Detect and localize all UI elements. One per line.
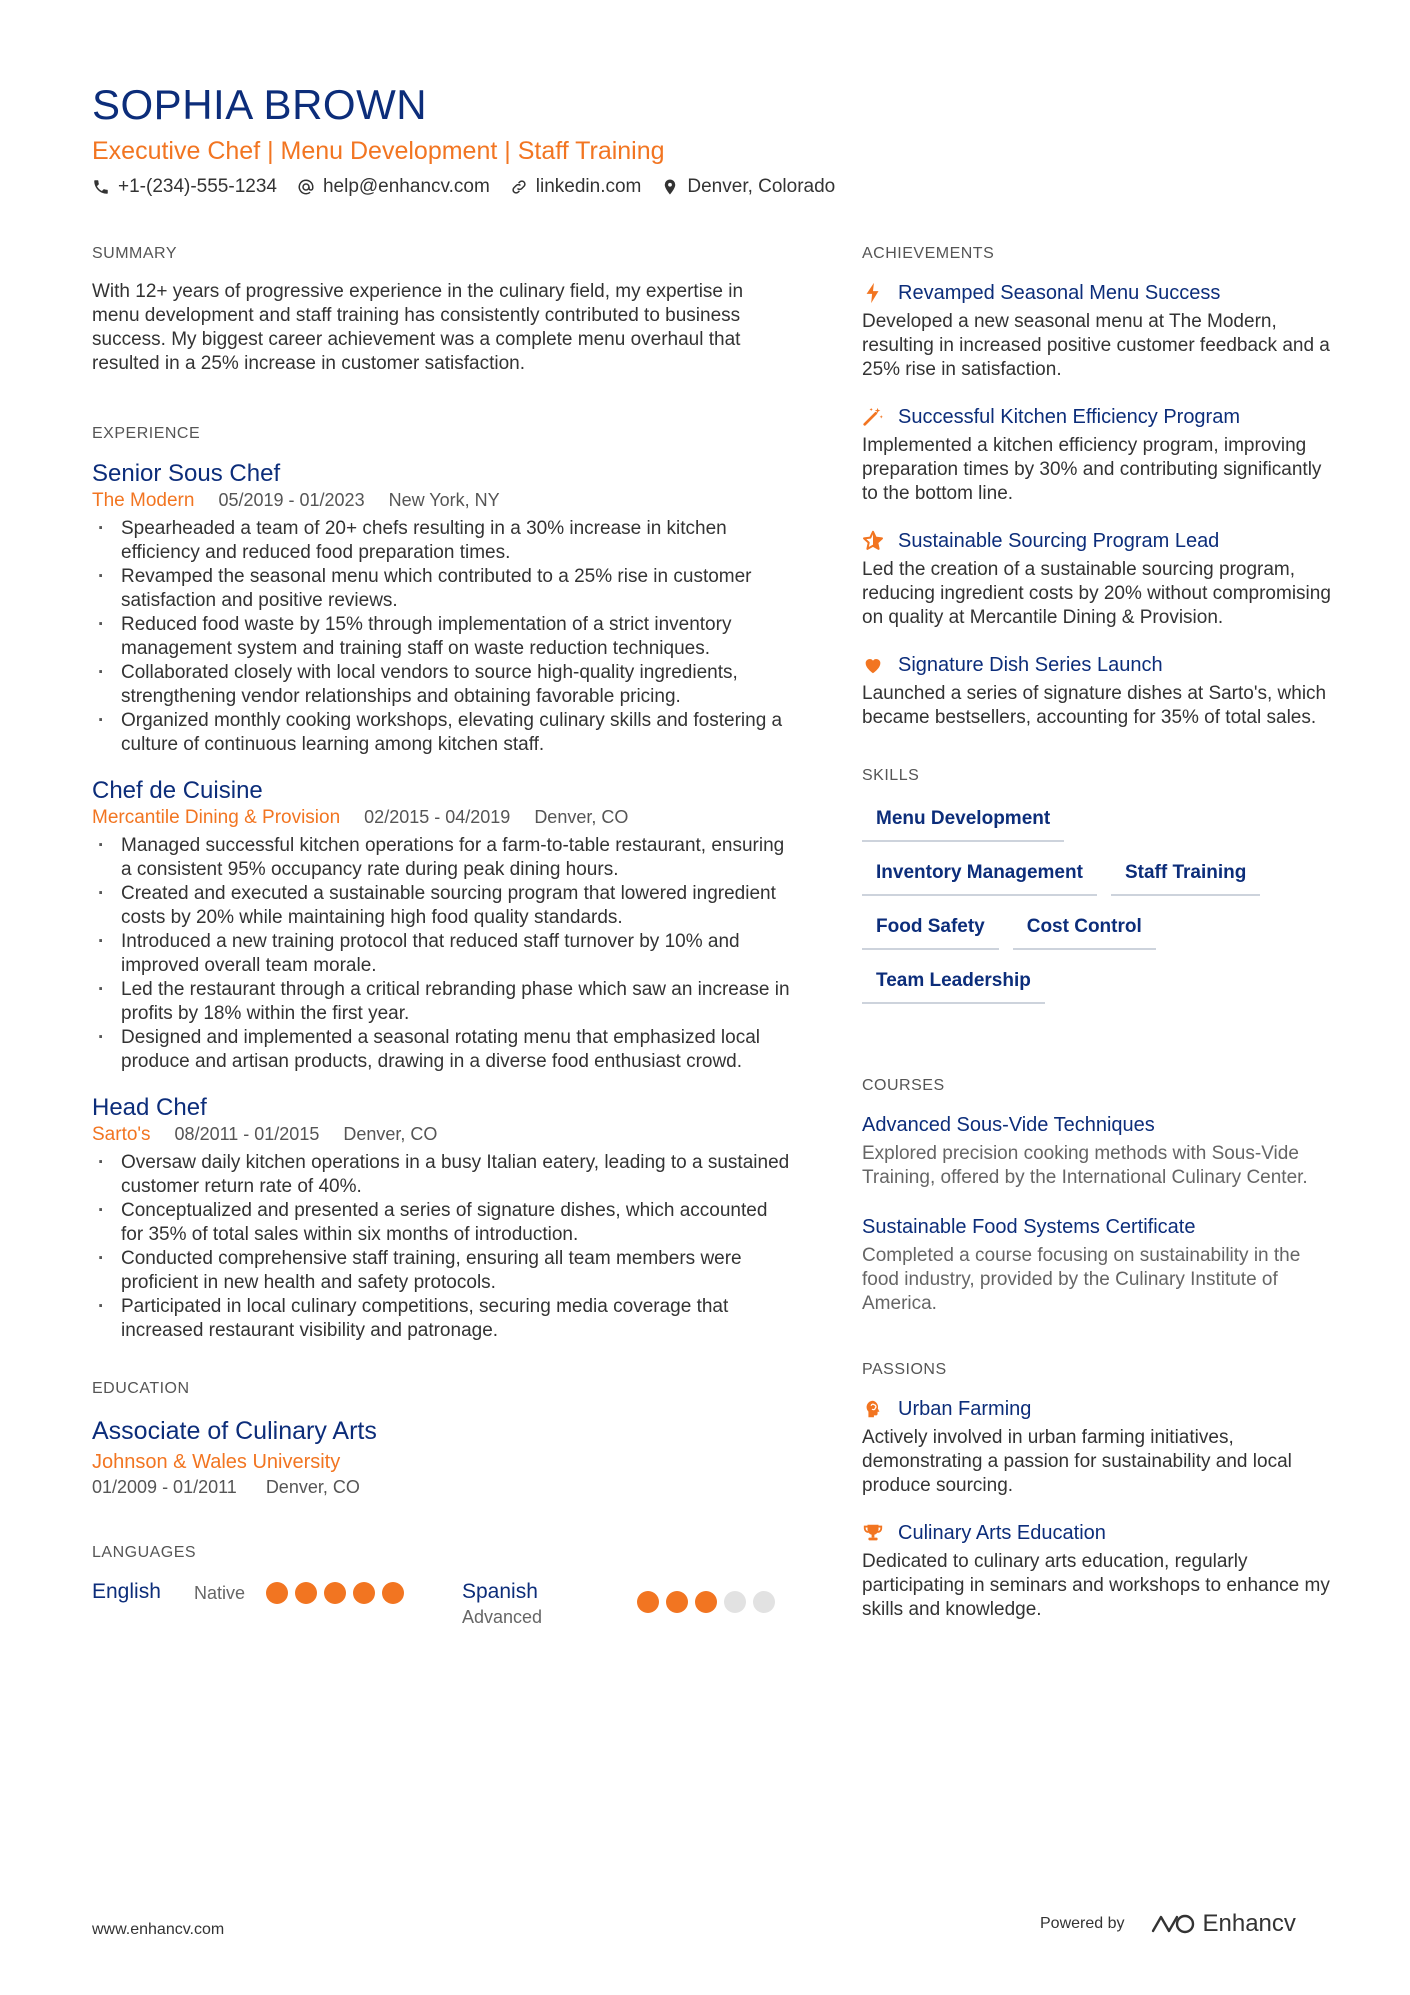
magic-wand-icon xyxy=(862,406,884,428)
job-company: Sarto's xyxy=(92,1124,151,1145)
job-bullet: · Created and executed a sustainable sourcing program that lowered ingredient costs by 20% while maintaining high food quality standards. xyxy=(92,882,792,930)
course-text: Completed a course focusing on sustainability in the food industry, provided by the Culinary Institute of America. xyxy=(862,1245,1301,1314)
footer-brand-area[interactable] xyxy=(1040,1910,1296,1938)
enhancv-logo-icon xyxy=(1149,1911,1197,1937)
right-column xyxy=(862,244,1338,1670)
achievement-item xyxy=(862,404,1338,506)
edu-dates: 01/2009 - 01/2011 xyxy=(92,1477,237,1497)
experience-section xyxy=(92,424,792,1343)
achievement-title: Revamped Seasonal Menu Success xyxy=(898,282,1221,304)
language-item xyxy=(92,1579,462,1605)
courses-section xyxy=(862,1076,1338,1316)
at-icon xyxy=(297,178,315,196)
job-meta xyxy=(92,1122,792,1147)
lightning-icon xyxy=(862,282,884,304)
section-title: ACHIEVEMENTS xyxy=(862,245,995,262)
job-location: Denver, CO xyxy=(343,1124,438,1144)
job-location: Denver, CO xyxy=(534,807,629,827)
rating-dot xyxy=(724,1591,746,1613)
achievement-text: Implemented a kitchen efficiency program, improving preparation times by 30% and contributing significantly to the bottom line. xyxy=(862,435,1322,504)
job-bullets xyxy=(92,834,792,1074)
skill-row xyxy=(862,856,1338,910)
contact-email[interactable] xyxy=(297,174,490,200)
skill-row xyxy=(862,802,1338,856)
achievement-title: Successful Kitchen Efficiency Program xyxy=(898,406,1241,428)
contact-phone[interactable] xyxy=(92,174,277,200)
job-bullet: · Participated in local culinary competitions, securing media coverage that increased restaurant visibility and patronage. xyxy=(92,1295,792,1343)
contact-linkedin-text: linkedin.com xyxy=(535,176,642,197)
job-entry xyxy=(92,777,792,1074)
achievement-text: Developed a new seasonal menu at The Modern, resulting in increased positive customer feedback and a 25% rise in satisfaction. xyxy=(862,311,1330,380)
skill-row xyxy=(862,964,1338,1018)
skills-section xyxy=(862,766,1338,1018)
achievement-item xyxy=(862,652,1338,730)
heart-icon xyxy=(862,654,884,676)
contact-linkedin[interactable] xyxy=(510,174,642,200)
passion-title: Culinary Arts Education xyxy=(898,1522,1106,1544)
achievements-section xyxy=(862,244,1338,730)
job-bullet: · Introduced a new training protocol that reduced staff turnover by 10% and improved overall team morale. xyxy=(92,930,792,978)
contact-location xyxy=(661,174,835,200)
section-title: COURSES xyxy=(862,1077,945,1094)
passion-title: Urban Farming xyxy=(898,1398,1032,1420)
powered-by-label: Powered by xyxy=(1040,1915,1125,1932)
rating-dot xyxy=(324,1582,346,1604)
phone-icon xyxy=(92,178,110,196)
skill-tag: Team Leadership xyxy=(862,964,1045,1004)
language-level: Native xyxy=(194,1583,246,1603)
language-name: Spanish xyxy=(462,1580,538,1603)
edu-school: Johnson & Wales University xyxy=(92,1451,341,1473)
course-item xyxy=(862,1214,1338,1316)
job-title: Chef de Cuisine xyxy=(92,777,263,804)
job-bullet: · Spearheaded a team of 20+ chefs resulting in a 30% increase in kitchen efficiency and reduced food preparation times. xyxy=(92,517,792,565)
achievement-head xyxy=(862,280,1338,306)
passion-text: Actively involved in urban farming initiatives, demonstrating a passion for sustainability and local produce sourcing. xyxy=(862,1427,1292,1496)
star-icon xyxy=(862,530,884,552)
contact-email-text: help@enhancv.com xyxy=(322,176,490,197)
job-bullet: · Organized monthly cooking workshops, elevating culinary skills and fostering a culture of continuous learning among kitchen staff. xyxy=(92,709,792,757)
skill-tag: Inventory Management xyxy=(862,856,1097,896)
achievement-text: Launched a series of signature dishes at Sarto's, which became bestsellers, accounting for 35% of total sales. xyxy=(862,683,1327,728)
language-list xyxy=(92,1579,792,1629)
language-rating xyxy=(637,1591,782,1613)
education-section xyxy=(92,1379,792,1499)
section-title: EXPERIENCE xyxy=(92,425,201,442)
job-title: Senior Sous Chef xyxy=(92,460,281,487)
section-title: PASSIONS xyxy=(862,1361,947,1378)
job-dates: 05/2019 - 01/2023 xyxy=(218,490,365,510)
job-bullets xyxy=(92,1151,792,1343)
skill-tag: Cost Control xyxy=(1013,910,1156,950)
language-label-group xyxy=(462,1579,637,1629)
job-meta xyxy=(92,488,792,513)
job-entry xyxy=(92,460,792,757)
job-bullet: · Conducted comprehensive staff training, ensuring all team members were proficient in new health and safety protocols. xyxy=(92,1247,792,1295)
summary-section xyxy=(92,244,792,376)
summary-text: With 12+ years of progressive experience in the culinary field, my expertise in menu development and staff training has consistently contributed to business success. My biggest career achievement was a complete menu overhaul that resulted in a 25% increase in customer satisfaction. xyxy=(92,281,744,374)
job-bullet: · Conceptualized and presented a series of signature dishes, which accounted for 35% of total sales within six months of introduction. xyxy=(92,1199,792,1247)
achievement-text: Led the creation of a sustainable sourcing program, reducing ingredient costs by 20% without compromising on quality at Mercantile Dining & Provision. xyxy=(862,559,1331,628)
section-title: SKILLS xyxy=(862,767,920,784)
job-bullet: · Oversaw daily kitchen operations in a busy Italian eatery, leading to a sustained customer return rate of 40%. xyxy=(92,1151,792,1199)
achievement-title: Signature Dish Series Launch xyxy=(898,654,1163,676)
course-text: Explored precision cooking methods with Sous-Vide Training, offered by the International Culinary Center. xyxy=(862,1143,1308,1188)
footer-website[interactable]: www.enhancv.com xyxy=(92,1921,225,1938)
link-icon xyxy=(510,178,528,196)
contact-location-text: Denver, Colorado xyxy=(687,176,836,197)
passion-head xyxy=(862,1396,1338,1422)
enhancv-logo-text: Enhancv xyxy=(1202,1910,1296,1937)
passion-head xyxy=(862,1520,1338,1546)
rating-dot xyxy=(666,1591,688,1613)
language-name: English xyxy=(92,1580,161,1603)
languages-section xyxy=(92,1543,792,1629)
job-bullet: · Designed and implemented a seasonal rotating menu that emphasized local produce and artisan products, drawing in a diverse food enthusiast crowd. xyxy=(92,1026,792,1074)
rating-dot xyxy=(353,1582,375,1604)
job-bullet: · Collaborated closely with local vendors to source high-quality ingredients, strengthening vendor relationships and obtaining favorable pricing. xyxy=(92,661,792,709)
rating-dot xyxy=(695,1591,717,1613)
job-bullets xyxy=(92,517,792,757)
job-location: New York, NY xyxy=(388,490,500,510)
candidate-name: SOPHIA BROWN xyxy=(92,81,428,128)
course-title: Sustainable Food Systems Certificate xyxy=(862,1216,1196,1238)
language-level: Advanced xyxy=(462,1607,543,1627)
achievement-head xyxy=(862,652,1338,678)
job-bullet: · Led the restaurant through a critical rebranding phase which saw an increase in profits by 18% within the first year. xyxy=(92,978,792,1026)
job-company: Mercantile Dining & Provision xyxy=(92,807,341,828)
location-pin-icon xyxy=(661,178,679,196)
achievement-title: Sustainable Sourcing Program Lead xyxy=(898,530,1220,552)
rating-dot xyxy=(295,1582,317,1604)
job-bullet: · Reduced food waste by 15% through implementation of a strict inventory management system and training staff on waste reduction techniques. xyxy=(92,613,792,661)
job-dates: 08/2011 - 01/2015 xyxy=(174,1124,320,1144)
edu-meta xyxy=(92,1475,792,1499)
achievement-item xyxy=(862,280,1338,382)
course-item xyxy=(862,1112,1338,1190)
edu-location: Denver, CO xyxy=(265,1477,360,1497)
passion-item xyxy=(862,1396,1338,1498)
left-column xyxy=(92,244,792,1677)
contact-phone-text: +1-(234)-555-1234 xyxy=(118,176,277,197)
contact-bar xyxy=(92,174,855,200)
section-title: EDUCATION xyxy=(92,1380,190,1397)
skill-tag: Food Safety xyxy=(862,910,999,950)
achievement-item xyxy=(862,528,1338,630)
language-item xyxy=(462,1579,782,1629)
job-title: Head Chef xyxy=(92,1094,207,1121)
rating-dot xyxy=(382,1582,404,1604)
achievement-head xyxy=(862,528,1338,554)
job-bullet: · Revamped the seasonal menu which contributed to a 25% rise in customer satisfaction and positive reviews. xyxy=(92,565,792,613)
skill-tag: Menu Development xyxy=(862,802,1064,842)
rating-dot xyxy=(266,1582,288,1604)
section-title: SUMMARY xyxy=(92,245,177,262)
skill-rows xyxy=(862,802,1338,1018)
job-company: The Modern xyxy=(92,490,195,511)
brain-icon xyxy=(862,1398,884,1420)
skill-row xyxy=(862,910,1338,964)
enhancv-logo xyxy=(1149,1910,1296,1938)
job-dates: 02/2015 - 04/2019 xyxy=(364,807,511,827)
course-title: Advanced Sous-Vide Techniques xyxy=(862,1114,1155,1136)
passions-section xyxy=(862,1360,1338,1622)
job-meta xyxy=(92,805,792,830)
achievement-head xyxy=(862,404,1338,430)
language-rating xyxy=(266,1582,411,1604)
section-title: LANGUAGES xyxy=(92,1544,197,1561)
candidate-tagline: Executive Chef | Menu Development | Staff Training xyxy=(92,137,665,165)
trophy-icon xyxy=(862,1522,884,1544)
job-bullet: · Managed successful kitchen operations for a farm-to-table restaurant, ensuring a consistent 95% occupancy rate during peak dining hours. xyxy=(92,834,792,882)
rating-dot xyxy=(753,1591,775,1613)
edu-degree: Associate of Culinary Arts xyxy=(92,1417,377,1445)
job-entry xyxy=(92,1094,792,1343)
passion-text: Dedicated to culinary arts education, regularly participating in seminars and workshops to enhance my skills and knowledge. xyxy=(862,1551,1330,1620)
passion-item xyxy=(862,1520,1338,1622)
rating-dot xyxy=(637,1591,659,1613)
skill-tag: Staff Training xyxy=(1111,856,1260,896)
